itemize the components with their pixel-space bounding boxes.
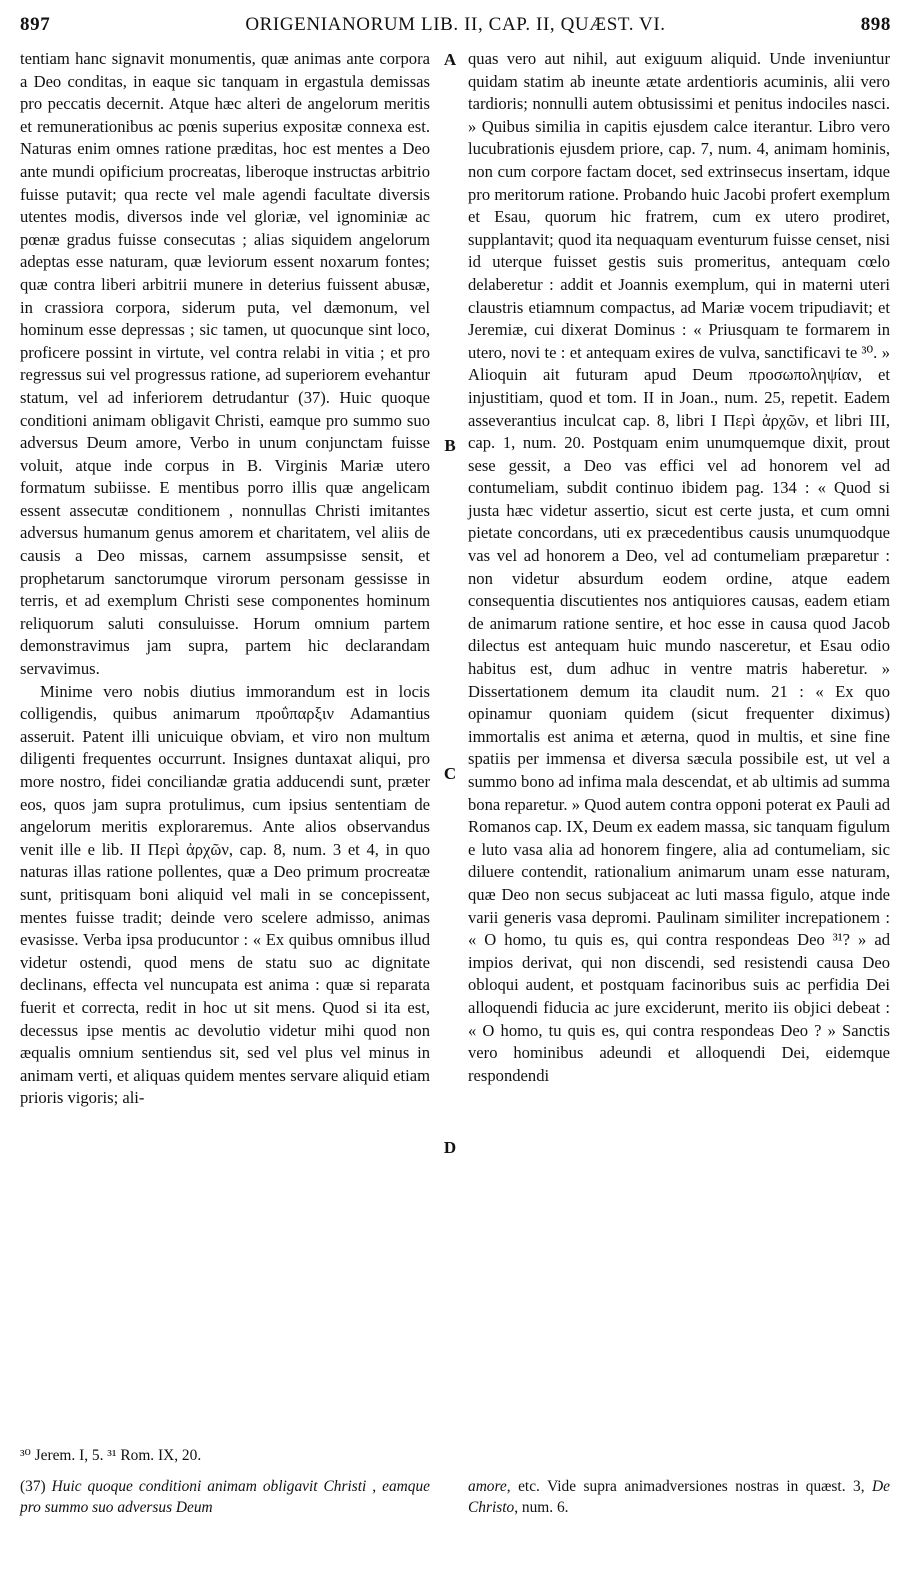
page-number-left: 897 — [20, 14, 51, 35]
margin-letter-c: C — [443, 764, 457, 783]
commentary-italic-amore: amore — [468, 1478, 507, 1495]
left-column — [20, 48, 430, 1110]
commentary-footnote — [20, 1476, 430, 1518]
running-header — [20, 14, 891, 40]
margin-letter-d: D — [443, 1138, 457, 1157]
footnotes-left — [20, 1445, 430, 1518]
margin-letter-b: B — [444, 436, 456, 455]
left-paragraph-2: Minime vero nobis diutius immorandum est in locis colligendis, quibus animarum προΰπαρξιν Adamantius asseruit. Patent illi unicuique obviam, et viro non multum diligenti frequentes occurrunt. Insignes duntaxat aliqui, pro more nostro, fidei conciliandæ gratia adducendi sunt, præter eos, quos jam supra protulimus, cum ipsius sententiam de angelorum meritis exploraremus. Ante alios observandus venit ille e lib. II Περὶ ἀρχῶν, cap. 8, num. 3 et 4, in quo naturas illas ratione pollentes, quæ a Deo primum procreatæ sunt, pritisquam boni aliquid vel mali in se concepissent, mentes fuisse tradit; deinde vero scelere admisso, animas evasisse. Verba ipsa producuntor : « Ex quibus omnibus illud videtur ostendi, quod mens de statu suo ac dignitate declinans, effecta vel nuncupata est anima : quæ si reparata fuerit et correcta, redit in hoc ut sit mens. Quod si ita est, decessus ipse mentis ac devolutio videtur mihi quod non æqualis omnium sentiendus sit, sed vel plus vel minus in animam verti, et aliquas quidem mentes servare aliquid etiam prioris vigoris; ali- — [20, 681, 430, 1108]
footnotes-right — [468, 1476, 890, 1518]
page-number-right: 898 — [860, 14, 891, 35]
commentary-text-left: Huic quoque conditioni animam obligavit Christi , eamque pro summo suo adversus Deum — [20, 1478, 430, 1516]
commentary-number: (37) — [20, 1478, 46, 1495]
margin-letter-a: A — [443, 50, 457, 69]
commentary-continuation — [468, 1476, 890, 1518]
commentary-italic-de-christo: De Christo — [468, 1478, 890, 1516]
commentary-text-right: , etc. Vide supra animadversiones nostras in quæst. 3, — [506, 1478, 865, 1495]
right-column — [468, 48, 890, 1087]
left-paragraph-1: tentiam hanc signavit monumentis, quæ animas ante corpora a Deo conditas, in eaque sic tanquam in ergastula demissas pro peccatis decernit. Atque hæc alteri de angelorum meritis et remunerationibus ac pœnis superius expositæ connexa est. Naturas enim omnes ratione præditas, hoc est mentes a Deo ante mundi opificium procreatas, liberoque instructas arbitrio fuisse putavit; qua recte vel male agendi facultate diversis utentes modis, diversos inde vel gloriæ, vel ignominiæ ac pœnæ gradus fuisse consecutas ; alias siquidem angelorum adeptas esse naturam, quæ leviorum essent noxarum fontes; quæ contra liberi arbitrii munere in deterius fuissent abusæ, in crassiora corpora, siderum puta, vel dæmonum, vel hominum esse depressas ; sic tamen, ut quocunque sint loco, proficere possint in virtute, vel contra relabi in vitia ; et pro regressus sui vel progressus ratione, ad superiorem evehantur statum, vel ad inferiorem detrudantur (37). Huic quoque conditioni animam obligavit Christi, eamque pro summo suo adversus Deum amore, Verbo in unum conjunctam fuisse voluit, atque inde corpus in B. Virginis Mariæ utero formatum subiisse. E mentibus porro illis quæ angelicam essent assecutæ conditionem , nonnullas Christi imitantes adversus humanum genus amorem et charitatem, vel aliis de causis a Deo missas, carnem assumpsisse sensit, et prophetarum sanctorumque virorum personam gessisse in terris, et ad exemplum Christi sese componentes hominum reliquorum saluti consuluisse. Horum omnium partem demonstravimus jam supra, partem hic declarandam servavimus. — [20, 49, 430, 679]
commentary-text-end: , num. 6. — [514, 1499, 569, 1516]
scripture-footnotes: ³⁰ Jerem. I, 5. ³¹ Rom. IX, 20. — [20, 1447, 202, 1464]
right-paragraph-1: quas vero aut nihil, aut exiguum aliquid. Unde inveniuntur quidam statim ab ineunte ætate ardentioris acuminis, alii vero tardioris; nonnulli autem obtusissimi et penitus indociles nasci. » Quibus similia in capitis ejusdem calce iterantur. Libro vero lucubrationis ejusdem priore, cap. 7, num. 4, animam hominis, non cum corpore factam docet, sed extrinsecus insertam, idque pro meritorum ratione. Probando huic Jacobi profert exemplum et Esau, quorum hic fratrem, cum ex utero prodiret, supplantavit; quod ita nequaquam eventurum fuisse censet, nisi id uterque fuisset gestis suis promeritus, antequam cœlo delaberetur : addit et Joannis exemplum, qui in materni uteri claustris etiamnum compactus, ad Mariæ vocem tripudiavit; et Jeremiæ, cui dixerat Dominus : « Priusquam te formarem in utero, novi te : et antequam exires de vulva, sanctificavi te ³⁰. » Alioquin ait futuram apud Deum προσωποληψίαν, et injustitiam, quod et tom. II in Joan., num. 25, repetit. Eadem asseverantius inculcat cap. 8, libri I Περὶ ἀρχῶν, et libri III, cap. 1, num. 20. Postquam enim unumquemque dixit, prout sese gessit, a Deo vas effici vel ad honorem vel ad contumeliam, subdit continuo ibidem pag. 134 : « Quod si justa hæc videtur assertio, sicut est certe justa, et cum omni pietate concordans, uti ex præcedentibus causis unumquodque vas vel ad honorem a Deo, vel ad contumeliam præparetur : non videtur absurdum eodem ordine, atque eadem consequentia discutientes nos antiquiores causas, eadem etiam de animarum ratione sentire, et hoc esse in causa quod Jacob dilectus est antequam huic mundo nasceretur, et Esau odio habitus est, dum adhuc in ventre matris haberetur. » Dissertationem demum ita claudit num. 21 : « Ex quo opinamur quoniam quidem (sicut frequenter diximus) immortalis est anima et æterna, quod in multis, et sine fine spatiis per immensa et diversa sæcula possibile est, ut vel a summo bono ad infima mala descendat, et ab ultimis ad summa bona reparetur. » Quod autem contra opponi poterat ex Pauli ad Romanos cap. IX, Deum ex eadem massa, sic tanquam figulum e luto vasa alia ad honorem fingere, alia ad contumeliam, sic diluere contendit, rationalium animarum unam esse naturam, quæ Deo non secus subjaceat ac luti massa figulo, atque inde varii generis vasa depromi. Paulinam similiter increpationem : « O homo, tu quis es, qui contra respondeas Deo ³¹? » ad impios derivat, qui non discendi, sed resistendi causa Deo obloqui audent, et postquam facinoribus suis ac perfidia Dei alloquendi fiducia ac jure exciderunt, merito iis objici debeat : « O homo, tu quis es, qui contra respondeas Deo ? » Sanctis vero hominibus adeundi et alloquendi Dei, eidemque respondendi — [468, 49, 890, 1085]
running-title: ORIGENIANORUM LIB. II, CAP. II, QUÆST. VI. — [245, 14, 666, 35]
